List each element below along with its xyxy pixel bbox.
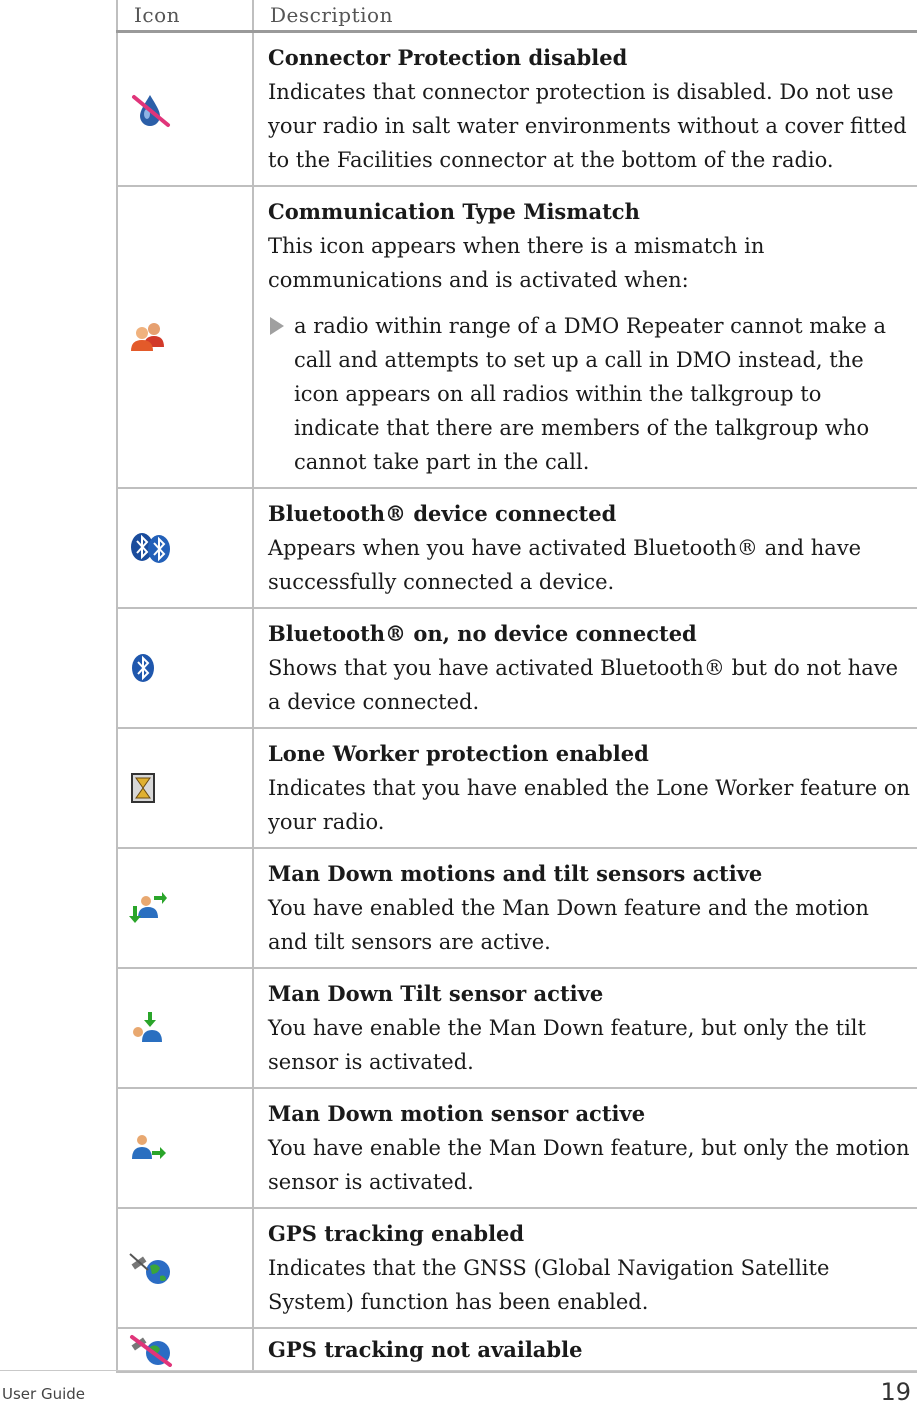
man-down-tilt-icon: [128, 1010, 168, 1046]
bluetooth-device-connected-icon: [128, 531, 174, 565]
row-text: Indicates that the GNSS (Global Navigation Satellite System) function has been enabled.: [268, 1256, 830, 1314]
footer-doc-title: User Guide: [2, 1385, 86, 1403]
row-text: Appears when you have activated Bluetooth® and have successfully connected a device.: [268, 536, 862, 594]
lone-worker-icon: [128, 772, 158, 804]
icon-table: [116, 0, 917, 1373]
communication-type-mismatch-icon: [128, 321, 168, 353]
row-title: GPS tracking not available: [268, 1337, 583, 1362]
row-title: GPS tracking enabled: [268, 1221, 525, 1246]
table-row: [117, 1328, 917, 1372]
row-text: This icon appears when there is a mismatch in communications and is activated when:: [268, 234, 765, 292]
bluetooth-on-icon: [128, 651, 158, 685]
row-title: Man Down Tilt sensor active: [268, 981, 604, 1006]
row-text: You have enable the Man Down feature, but only the tilt sensor is activated.: [268, 1016, 866, 1074]
row-title: Bluetooth® on, no device connected: [268, 621, 697, 646]
table-row: [117, 1088, 917, 1208]
table-row: [117, 488, 917, 608]
table-row: [117, 848, 917, 968]
gps-tracking-enabled-icon: [128, 1250, 174, 1286]
row-text: Shows that you have activated Bluetooth® but do not have a device connected.: [268, 656, 899, 714]
table-header: [117, 0, 917, 32]
footer-divider: [0, 1370, 917, 1371]
table-row: [117, 186, 917, 488]
table-row: [117, 728, 917, 848]
row-title: Communication Type Mismatch: [268, 199, 640, 224]
page-number: 19: [880, 1378, 911, 1406]
row-text: Indicates that connector protection is disabled. Do not use your radio in salt water environments without a cover fitted to the Facilities connector at the bottom of the radio.: [268, 80, 907, 172]
row-title: Man Down motions and tilt sensors active: [268, 861, 763, 886]
row-title: Man Down motion sensor active: [268, 1101, 646, 1126]
connector-protection-disabled-icon: [128, 89, 172, 129]
bullet-text: a radio within range of a DMO Repeater cannot make a call and attempts to set up a call in DMO instead, the icon appears on all radios within the talkgroup to indicate that there are members of the talkgroup who cannot take part in the call.: [294, 314, 887, 474]
row-text: Indicates that you have enabled the Lone Worker feature on your radio.: [268, 776, 911, 834]
row-title: Lone Worker protection enabled: [268, 741, 649, 766]
table-row: [117, 608, 917, 728]
table-row: [117, 32, 917, 187]
bullet-item: [268, 309, 911, 479]
table-row: [117, 1208, 917, 1328]
row-title: Connector Protection disabled: [268, 45, 628, 70]
row-text: You have enabled the Man Down feature and the motion and tilt sensors are active.: [268, 896, 869, 954]
man-down-motion-icon: [128, 1131, 168, 1165]
table-row: [117, 968, 917, 1088]
row-text: You have enable the Man Down feature, but only the motion sensor is activated.: [268, 1136, 910, 1194]
bullet-arrow-icon: [270, 317, 284, 335]
row-title: Bluetooth® device connected: [268, 501, 617, 526]
header-description: Description: [253, 0, 917, 32]
gps-tracking-not-available-icon: [128, 1333, 174, 1367]
man-down-motion-tilt-icon: [128, 890, 168, 926]
header-icon: Icon: [117, 0, 253, 32]
